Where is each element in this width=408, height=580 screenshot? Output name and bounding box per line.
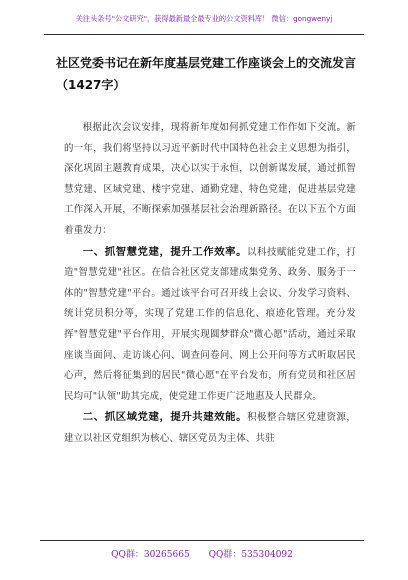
- qq-group-1: QQ群：30265665: [111, 550, 190, 560]
- document-body: [64, 118, 356, 450]
- intro-paragraph: 根据此次会议安排，现将新年度如何抓党建工作作如下交流。新的一年，我们将坚持以习近平新时代中国特色社会主义思想为指引，深化巩固主题教育成果，决心以实于永恒，以创新谋发展，通过抓智慧党建、区域党建、楼宇党建、通勤党建、特色党建，促进基层党建工作深入开展，不断探索加强基层社会治理新路径。在以下五个方面着重发力：: [64, 122, 356, 236]
- word-count: （1427字）: [56, 78, 126, 92]
- section-2-heading: 二、抓区域党建，提升共建效能。: [82, 411, 248, 424]
- qq-group-2: QQ群：535304092: [208, 550, 293, 560]
- section-1-text: 以科技赋能党建工作，打造"智慧党建"社区。在信合社区党支部建成集党务、政务、服务于一体的"智慧党建"平台。通过该平台可召开线上会议、分发学习资料、统计党员积分等，实现了党建工作的信息化、痕迹化管理。充分发挥"智慧党建"平台作用，开展实现圆梦群众"微心愿"活动，通过采取座谈当面问、走访谈心问、调查问卷问、网上公开问等方式听取居民心声，然后将征集到的居民"微心愿"在平台发布，所有党员和社区居民均可"认领"助其完成，使党建工作更广泛地惠及人民群众。: [64, 246, 357, 402]
- section-2-text: 积极整合辖区党建资源，建立以社区党组织为核心、辖区党员为主体、共驻: [64, 412, 357, 444]
- page-footer: [40, 540, 364, 569]
- footer-contacts: [40, 547, 364, 560]
- page-header: [44, 8, 364, 35]
- title-line: 社区党委书记在新年度基层党建工作座谈会上的交流发言: [56, 56, 357, 70]
- document-title: [56, 52, 366, 96]
- section-2-paragraph: [64, 407, 356, 449]
- header-notice: 关注头条号"公文研究"，获得最新最全最专业的公文资料库！ 微信：gongwenyj: [75, 14, 333, 23]
- section-1-paragraph: [64, 242, 356, 408]
- section-1-heading: 一、抓智慧党建，提升工作效率。: [82, 245, 248, 258]
